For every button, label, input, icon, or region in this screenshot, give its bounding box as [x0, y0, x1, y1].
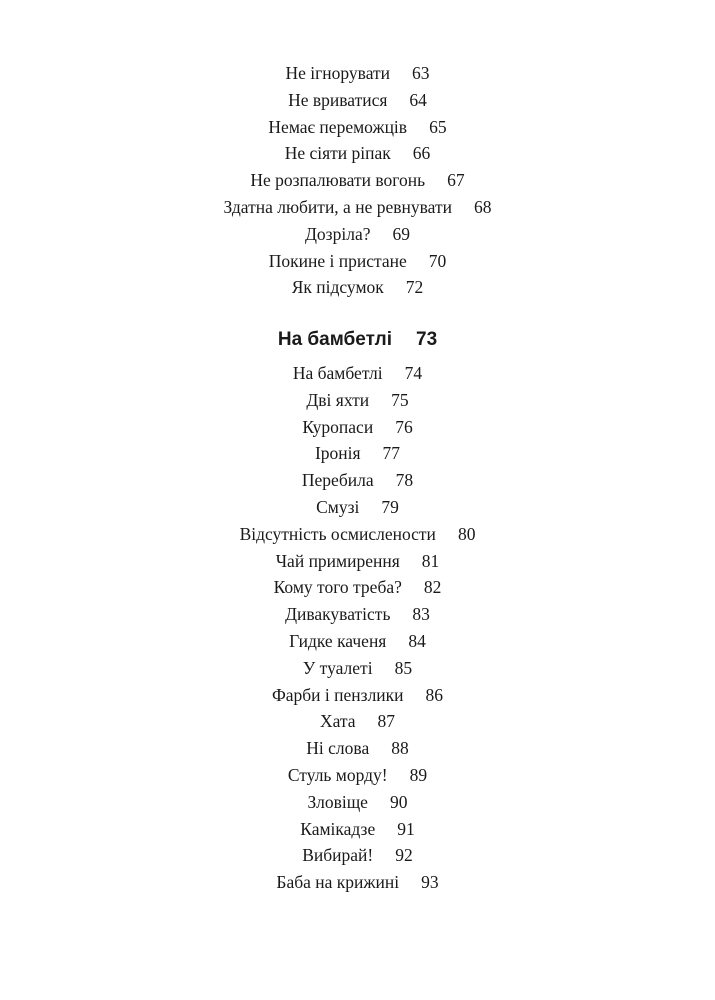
section-title: На бамбетлі: [277, 329, 392, 350]
toc-entry-title: Як підсумок: [291, 277, 384, 298]
toc-entry-page: 86: [425, 684, 444, 705]
toc-entry: [0, 248, 715, 275]
toc-entry: [0, 274, 715, 301]
toc-entry-title: Смузі: [316, 496, 360, 517]
toc-entry-page: 82: [423, 577, 442, 598]
toc-entry-title: Вибирай!: [302, 845, 374, 866]
toc-entry: [0, 414, 715, 441]
toc-entry: [0, 521, 715, 548]
toc-entry-page: 72: [405, 277, 424, 298]
toc-entry-page: 69: [392, 223, 410, 244]
toc-entry-title: Гидке каченя: [289, 630, 387, 651]
toc-entry: [0, 467, 715, 494]
toc-entry-page: 81: [421, 550, 440, 571]
table-of-contents-part-2: [0, 360, 715, 896]
toc-entry-page: 77: [382, 443, 401, 464]
toc-entry-title: Іронія: [314, 443, 361, 464]
toc-entry: [0, 194, 715, 221]
toc-entry-page: 66: [412, 143, 431, 164]
toc-entry-page: 63: [412, 63, 430, 83]
toc-entry: [0, 708, 715, 735]
toc-entry-title: Не ігнорувати: [285, 63, 391, 83]
toc-entry-page: 76: [395, 416, 413, 437]
toc-entry-page: 74: [404, 363, 423, 383]
toc-entry: [0, 789, 715, 816]
toc-entry-title: Не вриватися: [288, 89, 388, 110]
toc-entry: [0, 494, 715, 521]
toc-entry-title: Перебила: [301, 470, 374, 491]
toc-entry-title: Зловіще: [307, 791, 368, 812]
toc-entry: [0, 360, 715, 387]
toc-entry-title: Дві яхти: [306, 389, 370, 410]
toc-entry-title: Не розпалювати вогонь: [250, 170, 426, 191]
toc-entry-page: 88: [391, 738, 409, 759]
toc-entry: [0, 387, 715, 414]
toc-entry-title: Відсутність осмислености: [239, 523, 436, 544]
toc-entry: [0, 140, 715, 167]
toc-entry-page: 67: [447, 170, 465, 191]
toc-entry: [0, 574, 715, 601]
toc-entry-title: Куропаси: [302, 416, 374, 437]
toc-entry: [0, 655, 715, 682]
toc-entry-title: Ні слова: [306, 738, 370, 759]
toc-entry-page: 64: [409, 89, 427, 110]
toc-entry-title: Дозріла?: [305, 223, 371, 244]
toc-entry: [0, 221, 715, 248]
toc-entry: [0, 114, 715, 141]
toc-entry-page: 85: [394, 657, 413, 678]
toc-entry-page: 90: [389, 791, 408, 812]
toc-entry: [0, 869, 715, 896]
toc-entry: [0, 762, 715, 789]
toc-entry-title: Кому того треба?: [273, 577, 402, 598]
toc-entry-title: Баба на крижині: [276, 872, 400, 893]
toc-entry-title: Фарби і пензлики: [271, 684, 404, 705]
toc-entry-title: На бамбетлі: [292, 363, 383, 383]
toc-entry-title: Немає переможців: [268, 116, 408, 137]
toc-entry-page: 75: [391, 389, 409, 410]
toc-entry-page: 92: [395, 845, 413, 866]
toc-entry: [0, 842, 715, 869]
toc-entry-page: 84: [408, 630, 426, 651]
toc-entry: [0, 87, 715, 114]
toc-entry-title: Чай примирення: [275, 550, 400, 571]
toc-entry-page: 93: [421, 872, 439, 893]
table-of-contents-part-1: [0, 60, 715, 301]
toc-entry-title: У туалеті: [302, 657, 373, 678]
toc-entry-page: 65: [429, 116, 447, 137]
toc-entry-page: 91: [397, 818, 415, 839]
section-heading: [0, 324, 715, 356]
toc-entry-title: Не сіяти ріпак: [284, 143, 391, 164]
section-page: 73: [416, 329, 438, 350]
toc-entry-title: Здатна любити, а не ревнувати: [223, 196, 452, 217]
toc-entry: [0, 628, 715, 655]
toc-entry-page: 70: [428, 250, 447, 271]
toc-entry-page: 83: [412, 604, 430, 625]
toc-entry: [0, 167, 715, 194]
toc-entry-page: 87: [377, 711, 396, 732]
toc-entry-title: Стуль морду!: [287, 764, 388, 785]
toc-entry-title: Камікадзе: [300, 818, 376, 839]
toc-entry-title: Дивакуватість: [285, 604, 391, 625]
toc-entry-page: 89: [409, 764, 428, 785]
toc-entry-page: 79: [381, 496, 399, 517]
toc-entry-page: 68: [473, 196, 492, 217]
toc-entry-page: 78: [395, 470, 414, 491]
toc-entry: [0, 682, 715, 709]
toc-entry: [0, 816, 715, 843]
toc-entry: [0, 60, 715, 87]
toc-entry: [0, 735, 715, 762]
toc-entry: [0, 548, 715, 575]
toc-entry: [0, 601, 715, 628]
toc-entry: [0, 440, 715, 467]
toc-entry-title: Хата: [319, 711, 356, 732]
toc-entry-page: 80: [457, 523, 476, 544]
toc-entry-title: Покине і пристане: [268, 250, 407, 271]
